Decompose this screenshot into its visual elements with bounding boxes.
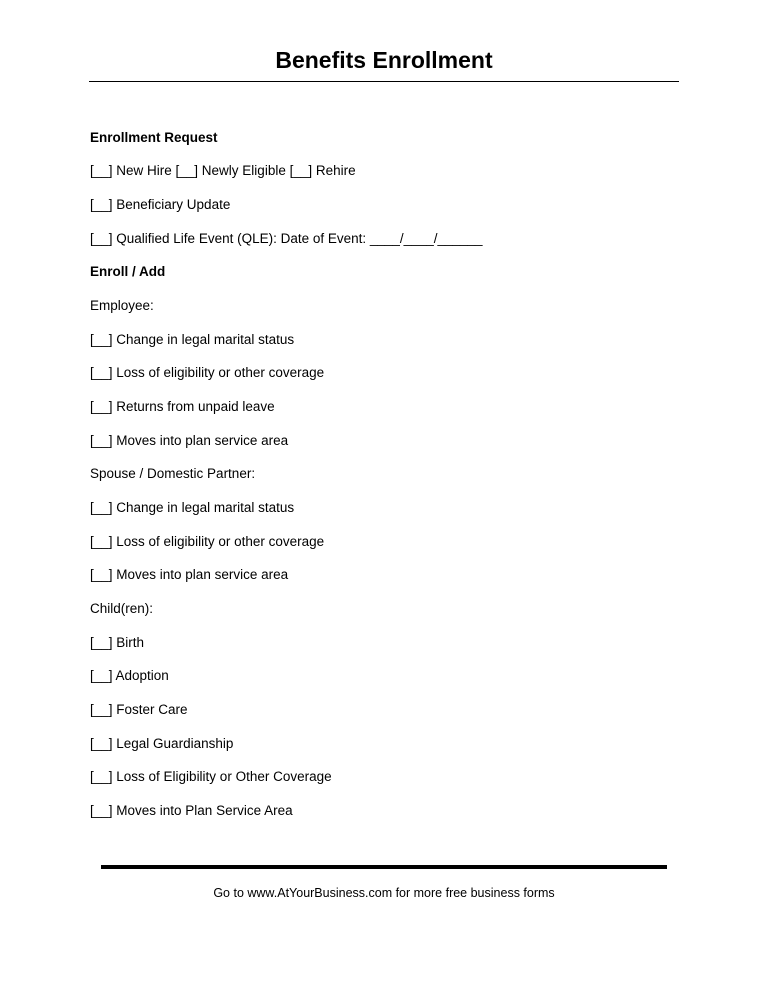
checkbox-line-hire-status[interactable]: [__] New Hire [__] Newly Eligible [__] Rehire bbox=[90, 163, 356, 178]
footer-text: Go to www.AtYourBusiness.com for more free business forms bbox=[213, 886, 555, 900]
subsection-label-children: Child(ren): bbox=[90, 601, 154, 616]
checkbox-line-spouse-loss-of-eligibility[interactable]: [__] Loss of eligibility or other coverage bbox=[90, 534, 325, 549]
checkbox-line-employee-returns-from-leave[interactable]: [__] Returns from unpaid leave bbox=[90, 399, 275, 414]
checkbox-line-employee-loss-of-eligibility[interactable]: [__] Loss of eligibility or other coverage bbox=[90, 365, 325, 380]
subsection-label-employee: Employee: bbox=[90, 298, 154, 313]
checkbox-line-employee-marital-status[interactable]: [__] Change in legal marital status bbox=[90, 332, 295, 347]
checkbox-line-child-birth[interactable]: [__] Birth bbox=[90, 635, 145, 650]
page-title: Benefits Enrollment bbox=[275, 47, 493, 73]
checkbox-line-child-foster-care[interactable]: [__] Foster Care bbox=[90, 702, 188, 717]
footer-divider bbox=[101, 865, 667, 869]
checkbox-line-child-legal-guardianship[interactable]: [__] Legal Guardianship bbox=[90, 736, 234, 751]
subsection-label-spouse: Spouse / Domestic Partner: bbox=[90, 466, 256, 481]
checkbox-line-employee-moves-into-area[interactable]: [__] Moves into plan service area bbox=[90, 433, 289, 448]
checkbox-line-spouse-marital-status[interactable]: [__] Change in legal marital status bbox=[90, 500, 295, 515]
checkbox-line-child-loss-of-eligibility[interactable]: [__] Loss of Eligibility or Other Coverage bbox=[90, 769, 332, 784]
checkbox-line-child-adoption[interactable]: [__] Adoption bbox=[90, 668, 169, 683]
section-heading-enroll-add: Enroll / Add bbox=[90, 264, 166, 279]
section-heading-enrollment-request: Enrollment Request bbox=[90, 130, 218, 145]
checkbox-line-qualified-life-event[interactable]: [__] Qualified Life Event (QLE): Date of Event: ____/____/______ bbox=[90, 231, 483, 246]
checkbox-line-spouse-moves-into-area[interactable]: [__] Moves into plan service area bbox=[90, 567, 289, 582]
title-divider bbox=[89, 81, 679, 82]
checkbox-line-beneficiary-update[interactable]: [__] Beneficiary Update bbox=[90, 197, 231, 212]
checkbox-line-child-moves-into-area[interactable]: [__] Moves into Plan Service Area bbox=[90, 803, 293, 818]
